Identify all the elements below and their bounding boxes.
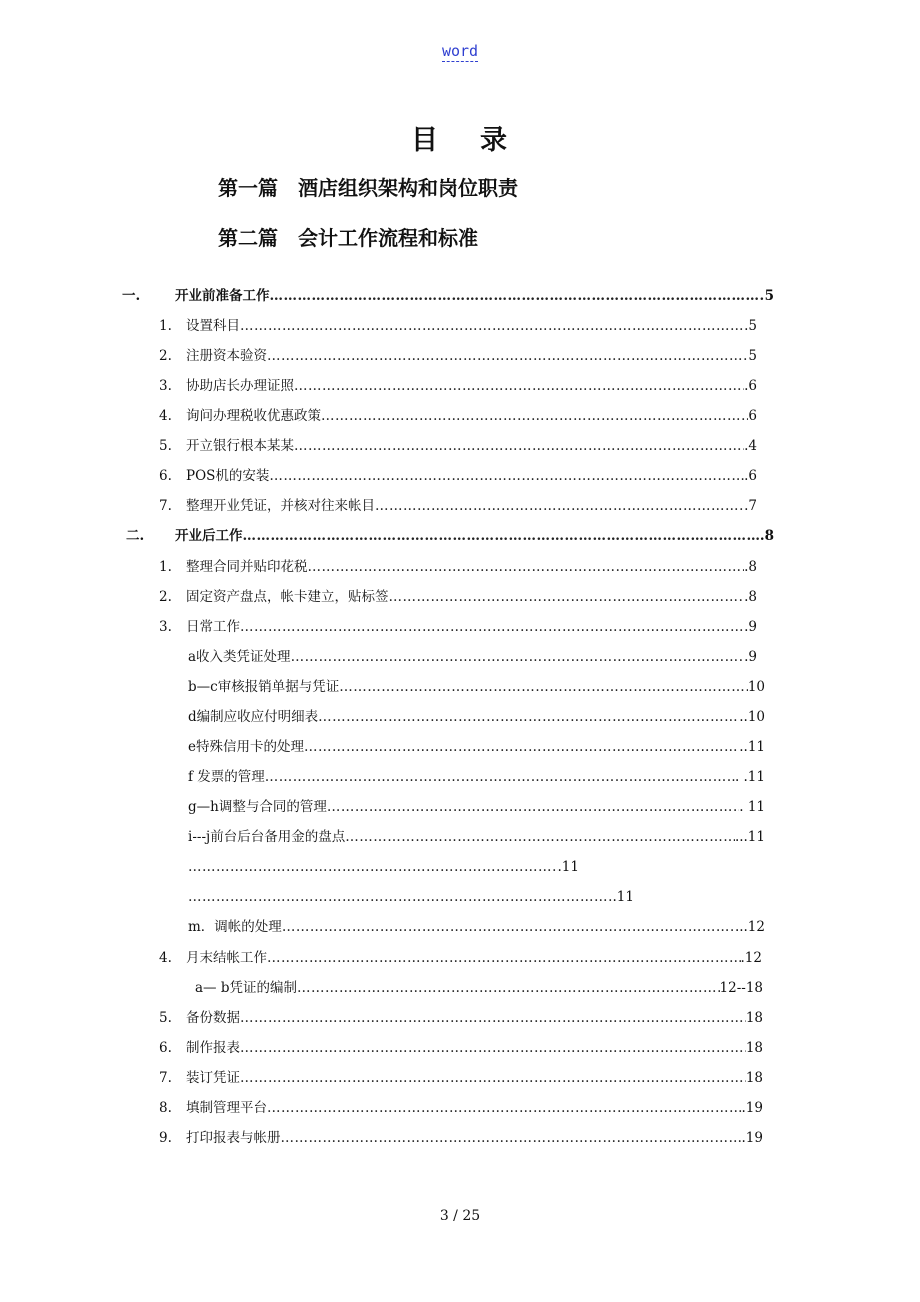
item-number: 1.: [159, 559, 172, 575]
toc-subitem[interactable]: [188, 917, 765, 937]
page-number: 12--18: [719, 980, 763, 996]
page-number: .5: [744, 318, 757, 334]
page-number: 18: [745, 1040, 763, 1056]
item-number: 3.: [159, 619, 172, 635]
item-number: 1.: [159, 318, 172, 334]
page-number: .19: [741, 1100, 763, 1116]
page-number: .4: [744, 438, 757, 454]
page-number: 6: [748, 408, 757, 424]
toc-item[interactable]: [159, 948, 762, 968]
title-char-right: 录: [480, 125, 509, 156]
page-number: . 11: [739, 799, 765, 815]
item-number: 2.: [159, 348, 172, 364]
item-title: 月末结帐工作: [186, 950, 267, 966]
page-number: .11: [557, 859, 579, 875]
item-number: 5.: [159, 1010, 172, 1026]
toc-subitem[interactable]: [188, 707, 765, 727]
item-title: 固定资产盘点，帐卡建立，贴标签: [186, 589, 389, 605]
toc-item[interactable]: [159, 316, 757, 336]
toc-subitem[interactable]: [188, 677, 765, 697]
section-number: 一.: [122, 288, 141, 304]
page-number: . .11: [734, 769, 765, 785]
item-number: 4.: [159, 950, 172, 966]
toc-subitem[interactable]: [188, 797, 765, 817]
item-title: 开立银行根本某某: [186, 438, 294, 454]
page-number: 18: [745, 1010, 763, 1026]
toc-item[interactable]: [159, 436, 757, 456]
toc-subitem[interactable]: [188, 887, 634, 907]
page-number: .8: [744, 559, 757, 575]
page-indicator: 3 / 25: [439, 1208, 481, 1224]
page-title: [0, 118, 920, 157]
toc-item[interactable]: [159, 557, 757, 577]
toc-subitem[interactable]: [188, 647, 757, 667]
toc-subitem[interactable]: [195, 978, 763, 998]
page-number: .6: [744, 468, 757, 484]
toc-subitem[interactable]: [188, 827, 765, 847]
toc-subitem[interactable]: [188, 767, 765, 787]
header-link-text[interactable]: word: [441, 42, 479, 60]
toc-item[interactable]: [159, 1068, 763, 1088]
toc-section-1[interactable]: [122, 286, 774, 306]
header-word-link[interactable]: [0, 42, 920, 60]
item-title: 设置科目: [186, 318, 240, 334]
page-number: .12: [740, 950, 762, 966]
toc-item[interactable]: [159, 376, 757, 396]
part-heading-2: [218, 222, 478, 251]
part-heading-1: [218, 172, 518, 201]
item-number: 4.: [159, 408, 172, 424]
item-title: 填制管理平台: [186, 1100, 267, 1116]
toc-item[interactable]: [159, 587, 757, 607]
toc-item[interactable]: [159, 1098, 763, 1118]
item-title: 制作报表: [186, 1040, 240, 1056]
item-title: 整理开业凭证，并核对往来帐目: [186, 498, 375, 514]
subitem-title: d编制应收应付明细表: [188, 709, 319, 725]
item-title: POS机的安装: [186, 468, 270, 484]
item-number: 7.: [159, 1070, 172, 1086]
item-number: 9.: [159, 1130, 172, 1146]
page-number: .9: [744, 619, 757, 635]
page-number: .8: [759, 528, 774, 544]
item-title: 注册资本验资: [186, 348, 267, 364]
toc-item[interactable]: [159, 466, 757, 486]
item-number: 6.: [159, 468, 172, 484]
section-title: 开业前准备工作: [175, 288, 270, 304]
part-text: 会计工作流程和标准: [298, 226, 478, 250]
item-title: 备份数据: [186, 1010, 240, 1026]
page-number: ..11: [739, 739, 765, 755]
page-number: .19: [741, 1130, 763, 1146]
part-label: 第二篇: [218, 226, 278, 250]
page-number: .7: [744, 498, 757, 514]
title-char-left: 目: [411, 125, 440, 156]
subitem-title: b—c审核报销单据与凭证: [188, 679, 340, 695]
toc-subitem[interactable]: [188, 857, 579, 877]
page-number: 5: [764, 288, 774, 304]
section-number: 二.: [126, 528, 145, 544]
subitem-title: a收入类凭证处理: [188, 649, 291, 665]
item-title: 日常工作: [186, 619, 240, 635]
page-number: .6: [744, 378, 757, 394]
page-number: ...12: [734, 919, 765, 935]
item-title: 整理合同并贴印花税: [186, 559, 308, 575]
page-number: ...11: [734, 829, 765, 845]
page-number: .9: [744, 649, 757, 665]
toc-section-2[interactable]: [126, 526, 774, 546]
toc-item[interactable]: [159, 346, 757, 366]
item-title: 协助店长办理证照: [186, 378, 294, 394]
toc-item[interactable]: [159, 496, 757, 516]
item-title: 询问办理税收优惠政策: [186, 408, 321, 424]
toc-item[interactable]: [159, 406, 757, 426]
subitem-title: m．调帐的处理: [188, 919, 282, 935]
item-number: 3.: [159, 378, 172, 394]
toc-subitem[interactable]: [188, 737, 765, 757]
item-number: 6.: [159, 1040, 172, 1056]
page-number: .8: [744, 589, 757, 605]
part-text: 酒店组织架构和岗位职责: [298, 176, 518, 200]
page-number: ..10: [739, 709, 765, 725]
subitem-title: i---j前台后台备用金的盘点: [188, 829, 346, 845]
subitem-title: e特殊信用卡的处理: [188, 739, 304, 755]
part-label: 第一篇: [218, 176, 278, 200]
item-number: 8.: [159, 1100, 172, 1116]
item-number: 2.: [159, 589, 172, 605]
subitem-title: g—h调整与合同的管理: [188, 799, 327, 815]
toc-item[interactable]: [159, 617, 757, 637]
item-title: 装订凭证: [186, 1070, 240, 1086]
page-number: 10: [747, 679, 765, 695]
subitem-title: f 发票的管理: [188, 769, 265, 785]
toc-item[interactable]: [159, 1128, 763, 1148]
toc-item[interactable]: [159, 1008, 763, 1028]
section-title: 开业后工作: [175, 528, 243, 544]
page-number: 5: [748, 348, 757, 364]
item-number: 5.: [159, 438, 172, 454]
subitem-title: a— b凭证的编制: [195, 980, 297, 996]
page-number: .11: [612, 889, 634, 905]
toc-item[interactable]: [159, 1038, 763, 1058]
page-number: 18: [745, 1070, 763, 1086]
item-number: 7.: [159, 498, 172, 514]
item-title: 打印报表与帐册: [186, 1130, 281, 1146]
